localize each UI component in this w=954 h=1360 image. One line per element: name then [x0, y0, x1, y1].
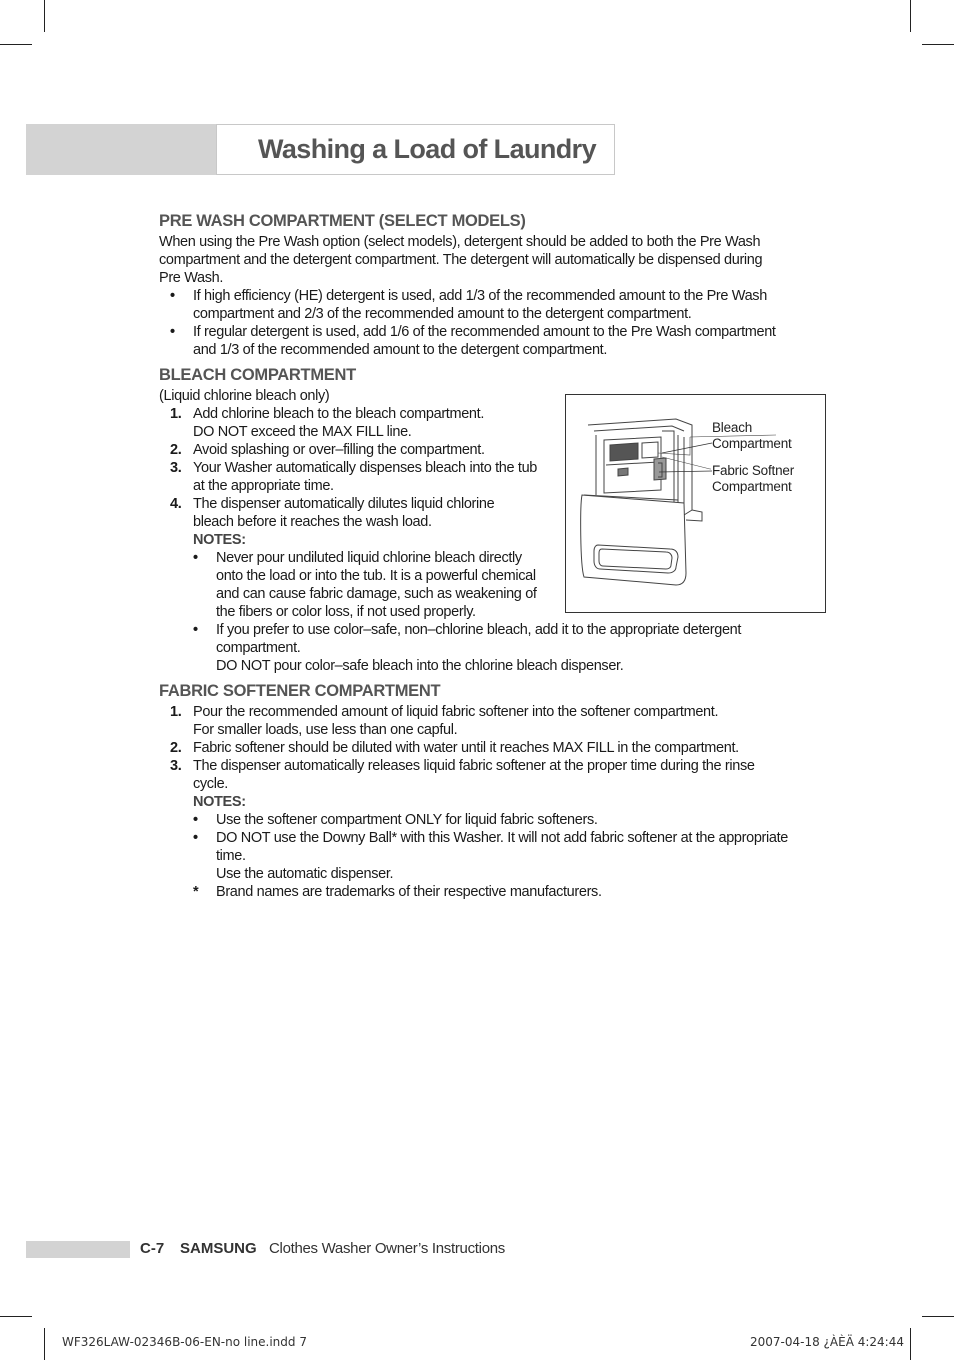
figure-label-text: Compartment [712, 479, 792, 494]
note-text: and can cause fabric damage, such as weakening of [216, 586, 537, 602]
print-slug-date: 2007-04-18 ¿ÀÈÄ 4:24:44 [750, 1335, 904, 1349]
notes-label: NOTES: [193, 794, 246, 810]
list-item-text: Pour the recommended amount of liquid fabric softener into the softener compartment. [193, 704, 719, 720]
note-item [159, 883, 819, 901]
title-box [216, 124, 615, 175]
list-item-text: The dispenser automatically releases liquid fabric softener at the proper time during the rinse [193, 758, 755, 774]
note-text: Use the softener compartment ONLY for liquid fabric softeners. [216, 812, 598, 828]
list-item [159, 405, 593, 441]
figure-label-text: Compartment [712, 436, 792, 451]
title-accent-block [26, 124, 216, 175]
list-item-text: at the appropriate time. [193, 478, 334, 494]
crop-mark [910, 0, 911, 32]
list-item-text: If high efficiency (HE) detergent is used, add 1/3 of the recommended amount to the Pre Wash [193, 288, 767, 304]
note-text: Brand names are trademarks of their respective manufacturers. [216, 884, 602, 900]
bullet-marker: • [193, 622, 198, 638]
note-item [159, 829, 819, 883]
list-item [159, 757, 819, 793]
list-item-text: compartment and 2/3 of the recommended amount to the detergent compartment. [193, 306, 692, 322]
brand-name: SAMSUNG [180, 1240, 257, 1257]
bullet-marker: • [193, 550, 198, 566]
list-item [159, 441, 593, 459]
list-item-text: The dispenser automatically dilutes liquid chlorine [193, 496, 495, 512]
step-number: 3. [170, 460, 182, 476]
bleach-subheading: (Liquid chlorine bleach only) [159, 388, 330, 404]
page-footer [26, 1240, 726, 1260]
prewash-intro-line: When using the Pre Wash option (select models), detergent should be added to both the Pre Wash [159, 234, 761, 250]
list-item-text: and 1/3 of the recommended amount to the detergent compartment. [193, 342, 608, 358]
softener-compartment-label [712, 463, 794, 495]
note-text: If you prefer to use color–safe, non–chlorine bleach, add it to the appropriate detergent [216, 622, 742, 638]
prewash-intro-line: compartment and the detergent compartment. The detergent will automatically be dispensed during [159, 252, 763, 268]
note-text: DO NOT pour color–safe bleach into the chlorine bleach dispenser. [216, 658, 624, 674]
list-item [159, 323, 819, 359]
note-text: DO NOT use the Downy Ball* with this Washer. It will not add fabric softener at the appropriate [216, 830, 789, 846]
asterisk-marker: * [193, 884, 199, 900]
step-number: 2. [170, 740, 182, 756]
bullet-marker: • [193, 830, 198, 846]
note-item [159, 621, 819, 675]
softener-heading: FABRIC SOFTENER COMPARTMENT [159, 682, 441, 700]
figure-label-text: Bleach [712, 420, 753, 435]
document-title: Clothes Washer Owner’s Instructions [269, 1240, 505, 1257]
notes-label: NOTES: [193, 532, 246, 548]
crop-mark [0, 1316, 32, 1317]
note-text: Never pour undiluted liquid chlorine bleach directly [216, 550, 522, 566]
crop-mark [0, 44, 32, 45]
bullet-marker: • [170, 288, 175, 304]
list-item-text: For smaller loads, use less than one capful. [193, 722, 458, 738]
step-number: 3. [170, 758, 182, 774]
step-number: 1. [170, 704, 182, 720]
dispenser-figure [565, 394, 826, 613]
crop-mark [44, 0, 45, 32]
list-item-text: Avoid splashing or over–filling the compartment. [193, 442, 485, 458]
crop-mark [922, 1316, 954, 1317]
list-item [159, 739, 819, 757]
step-number: 4. [170, 496, 182, 512]
bleach-compartment-label [712, 420, 792, 452]
list-item [159, 459, 593, 495]
note-text: time. [216, 848, 246, 864]
list-item-text: Your Washer automatically dispenses bleach into the tub [193, 460, 538, 476]
list-item-text: Fabric softener should be diluted with water until it reaches MAX FILL in the compartment. [193, 740, 739, 756]
footer-accent-block [26, 1241, 130, 1258]
list-item-text: Add chlorine bleach to the bleach compartment. [193, 406, 484, 422]
title-bar [26, 124, 615, 175]
bleach-heading: BLEACH COMPARTMENT [159, 366, 356, 384]
note-text: compartment. [216, 640, 301, 656]
note-text: onto the load or into the tub. It is a powerful chemical [216, 568, 536, 584]
crop-mark [910, 1328, 911, 1360]
list-item [159, 287, 819, 323]
list-item-text: DO NOT exceed the MAX FILL line. [193, 424, 412, 440]
crop-mark [44, 1328, 45, 1360]
note-item [159, 549, 616, 621]
step-number: 1. [170, 406, 182, 422]
list-item [159, 495, 593, 531]
list-item-text: cycle. [193, 776, 228, 792]
list-item-text: If regular detergent is used, add 1/6 of the recommended amount to the Pre Wash compartment [193, 324, 776, 340]
list-item [159, 703, 819, 739]
page-title: Washing a Load of Laundry [257, 134, 596, 164]
note-item [159, 811, 819, 829]
print-slug-file: WF326LAW-02346B-06-EN-no line.indd 7 [62, 1335, 307, 1349]
figure-label-text: Fabric Softner [712, 463, 794, 478]
bullet-marker: • [193, 812, 198, 828]
note-text: Use the automatic dispenser. [216, 866, 394, 882]
note-text: the fibers or color loss, if not used properly. [216, 604, 476, 620]
prewash-intro-line: Pre Wash. [159, 270, 223, 286]
step-number: 2. [170, 442, 182, 458]
prewash-heading: PRE WASH COMPARTMENT (SELECT MODELS) [159, 212, 526, 230]
crop-mark [922, 44, 954, 45]
page-number: C-7 [140, 1240, 165, 1257]
list-item-text: bleach before it reaches the wash load. [193, 514, 432, 530]
bullet-marker: • [170, 324, 175, 340]
